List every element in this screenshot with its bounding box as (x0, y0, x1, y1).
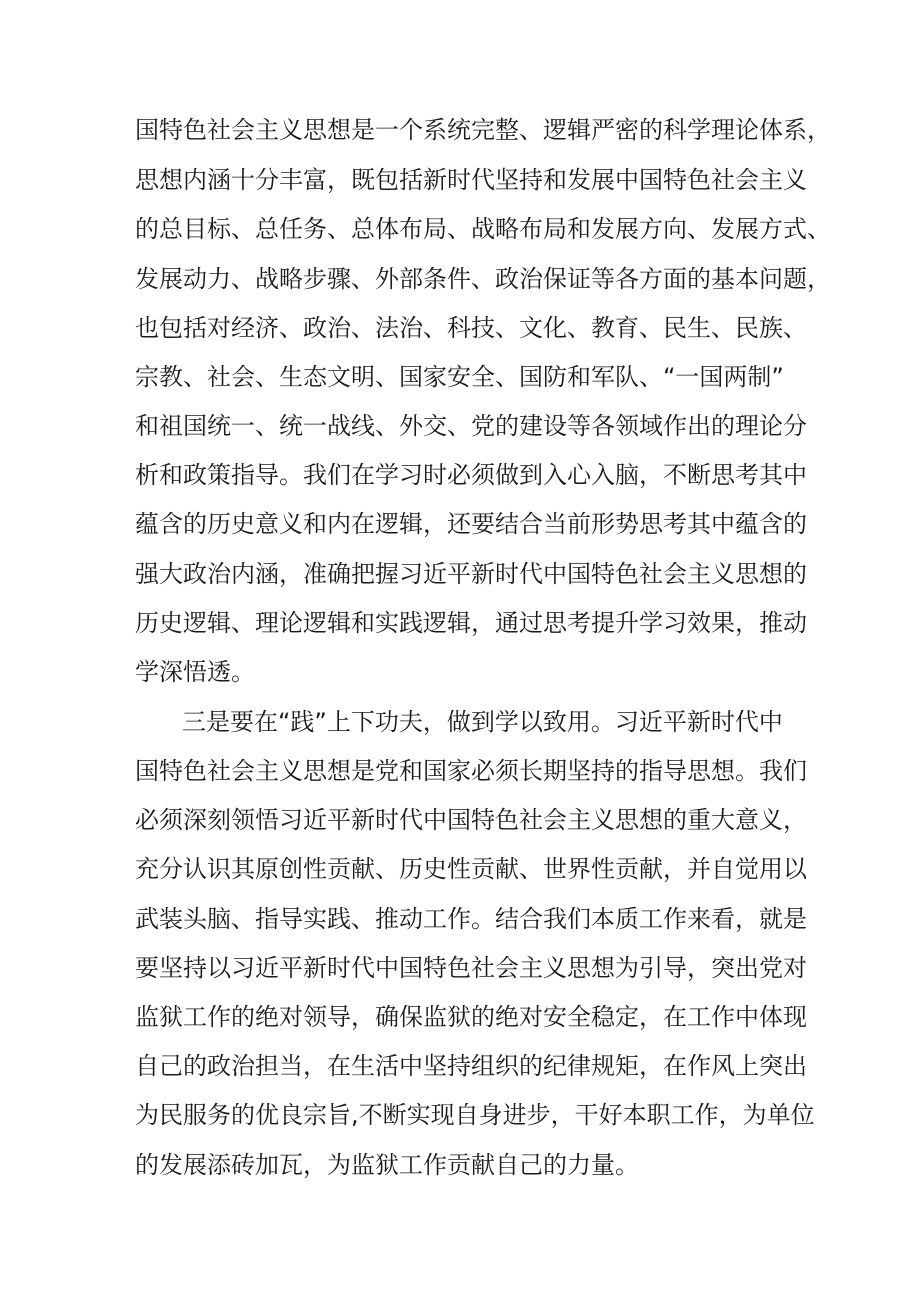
text-line: 和祖国统一、统一战线、外交、党的建设等各领域作出的理论分 (135, 412, 807, 440)
text-line: 的总目标、总任务、总体布局、战略布局和发展方向、发展方式、 (135, 215, 831, 243)
text-line: 武装头脑、指导实践、推动工作。结合我们本质工作来看，就是 (135, 905, 807, 933)
text-line: 强大政治内涵，准确把握习近平新时代中国特色社会主义思想的 (135, 560, 807, 588)
text-line: 蕴含的历史意义和内在逻辑，还要结合当前形势思考其中蕴含的 (135, 510, 807, 538)
text-line: 发展动力、战略步骤、外部条件、政治保证等各方面的基本问题， (135, 265, 831, 293)
text-line: 也包括对经济、政治、法治、科技、文化、教育、民生、民族、 (135, 314, 807, 342)
text-line: 学深悟透。 (135, 658, 255, 686)
text-line: 必须深刻领悟习近平新时代中国特色社会主义思想的重大意义， (135, 806, 807, 834)
text-line: 国特色社会主义思想是一个系统完整、逻辑严密的科学理论体系， (135, 116, 831, 144)
text-line: 三是要在“践”上下功夫，做到学以致用。习近平新时代中 (182, 708, 783, 736)
text-line: 监狱工作的绝对领导，确保监狱的绝对安全稳定，在工作中体现 (135, 1003, 807, 1031)
text-line: 析和政策指导。我们在学习时必须做到入心入脑，不断思考其中 (135, 461, 807, 489)
text-line: 为民服务的优良宗旨,不断实现自身进步，干好本职工作，为单位 (135, 1101, 815, 1129)
text-line: 要坚持以习近平新时代中国特色社会主义思想为引导，突出党对 (135, 954, 807, 982)
text-line: 宗教、社会、生态文明、国家安全、国防和军队、“一国两制” (135, 363, 784, 391)
text-line: 自己的政治担当，在生活中坚持组织的纪律规矩，在作风上突出 (135, 1052, 807, 1080)
text-line: 历史逻辑、理论逻辑和实践逻辑，通过思考提升学习效果，推动 (135, 609, 807, 637)
text-line: 的发展添砖加瓦，为监狱工作贡献自己的力量。 (135, 1151, 639, 1179)
text-line: 国特色社会主义思想是党和国家必须长期坚持的指导思想。我们 (135, 757, 807, 785)
text-line: 思想内涵十分丰富，既包括新时代坚持和发展中国特色社会主义 (135, 166, 807, 194)
text-line: 充分认识其原创性贡献、历史性贡献、世界性贡献，并自觉用以 (135, 855, 807, 883)
